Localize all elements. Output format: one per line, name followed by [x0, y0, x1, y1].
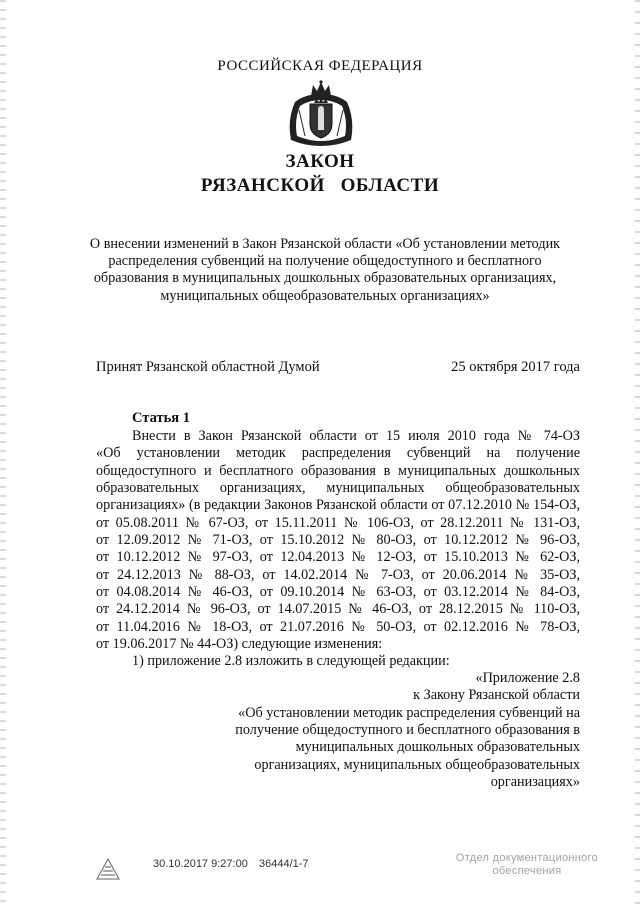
article-1-line: от 04.08.2014 № 46-ОЗ, от 09.10.2014 № 63-ОЗ, от 03.12.2014 № 84-ОЗ,: [96, 584, 580, 601]
article-1-line: образовательных организациях, муниципальных общеобразовательных: [96, 480, 580, 497]
article-1-line: от 19.06.2017 № 44-ОЗ) следующие изменения:: [96, 636, 383, 653]
stamp-line-2: обеспечения: [492, 865, 562, 877]
article-1-item-1: 1) приложение 2.8 изложить в следующей редакции:: [132, 653, 450, 669]
appendix-line: «Приложение 2.8: [475, 670, 580, 686]
article-1-line: Внести в Закон Рязанской области от 15 июля 2010 года № 74-ОЗ: [132, 428, 580, 444]
adopted-by: Принят Рязанской областной Думой: [96, 359, 320, 375]
appendix-line: организациях, муниципальных общеобразовательных: [254, 756, 580, 773]
footer-code: 36444/1-7: [259, 858, 309, 870]
country-header: РОССИЙСКАЯ ФЕДЕРАЦИЯ: [217, 58, 423, 74]
scan-edge-right: [635, 0, 640, 905]
appendix-line: к Закону Рязанской области: [413, 687, 580, 704]
footer-timestamp: 30.10.2017 9:27:00: [153, 858, 248, 870]
appendix-line: муниципальных дошкольных образовательных: [295, 739, 580, 756]
article-1-line: общедоступного и бесплатного образования в муниципальных дошкольных: [96, 462, 580, 479]
department-stamp: [452, 852, 602, 878]
appendix-heading: [230, 670, 580, 791]
stamp-line-1: Отдел документационного: [455, 852, 599, 864]
scan-edge-left: [0, 0, 6, 905]
ryazan-coat-of-arms-icon: [283, 80, 359, 150]
article-1-line: организациях» (в редакции Законов Рязанской области от 07.12.2010 № 154-ОЗ,: [96, 497, 580, 514]
article-1-line: от 24.12.2013 № 88-ОЗ, от 14.02.2014 № 7-ОЗ, от 20.06.2014 № 35-ОЗ,: [96, 566, 580, 583]
law-subject: О внесении изменений в Закон Рязанской области «Об установлении методик распределения субвенций на получение общедоступного и бесплатного образования в муниципальных дошкольных образовательных организациях, муниципальных общеобразовательных организациях»: [89, 236, 561, 304]
law-title-line-2: РЯЗАНСКОЙ ОБЛАСТИ: [200, 175, 440, 196]
article-1-line: от 12.09.2012 № 71-ОЗ, от 15.10.2012 № 80-ОЗ, от 10.12.2012 № 96-ОЗ,: [96, 532, 580, 549]
adoption-date: 25 октября 2017 года: [451, 359, 580, 375]
article-1-line: от 05.08.2011 № 67-ОЗ, от 15.11.2011 № 106-ОЗ, от 28.12.2011 № 131-ОЗ,: [96, 514, 580, 531]
article-1-body: [96, 428, 580, 653]
article-1-line: от 11.04.2016 № 18-ОЗ, от 21.07.2016 № 50-ОЗ, от 02.12.2016 № 78-ОЗ,: [96, 618, 580, 635]
document-barcode-mark-icon: [95, 857, 121, 881]
appendix-line: «Об установлении методик распределения субвенций на: [238, 704, 580, 721]
law-title: [0, 150, 640, 198]
appendix-line: организациях»: [490, 774, 580, 791]
appendix-line: получение общедоступного и бесплатного образования в: [235, 722, 580, 739]
article-1-line: «Об установлении методик распределения субвенций на получение: [96, 445, 580, 462]
article-1-line: от 24.12.2014 № 96-ОЗ, от 14.07.2015 № 46-ОЗ, от 28.12.2015 № 110-ОЗ,: [96, 601, 580, 618]
article-1-heading: Статья 1: [132, 410, 190, 426]
law-title-line-1: ЗАКОН: [285, 151, 355, 172]
article-1-line: от 10.12.2012 № 97-ОЗ, от 12.04.2013 № 12-ОЗ, от 15.10.2013 № 62-ОЗ,: [96, 549, 580, 566]
